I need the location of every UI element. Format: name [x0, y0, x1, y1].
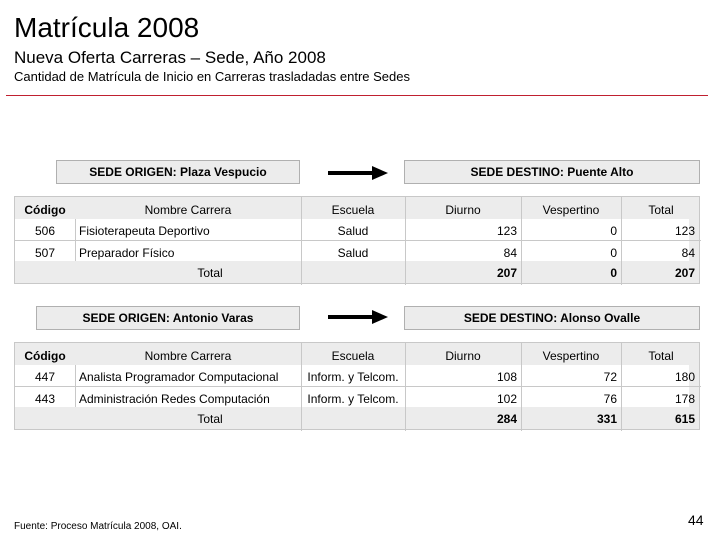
table-row-diurno: 123	[496, 224, 517, 238]
total-diurno: 207	[496, 266, 517, 280]
col-header-codigo: Código	[24, 349, 66, 363]
total-vespertino: 331	[596, 412, 617, 426]
col-header-diurno: Diurno	[445, 203, 481, 217]
header-divider	[6, 95, 708, 96]
table-row-diurno: 108	[496, 370, 517, 384]
total-label: Total	[197, 412, 223, 426]
arrow-right-icon	[328, 166, 388, 180]
table-row-total: 123	[674, 224, 695, 238]
table-row-vespertino: 0	[610, 224, 617, 238]
table-row-total: 178	[674, 392, 695, 406]
page-description: Cantidad de Matrícula de Inicio en Carreras trasladadas entre Sedes	[14, 69, 410, 84]
table-row-vespertino: 76	[603, 392, 617, 406]
arrow-right-icon	[328, 310, 388, 324]
col-header-vespertino: Vespertino	[542, 349, 600, 363]
table-row-total: 84	[681, 246, 695, 260]
table-row-nombre: Preparador Físico	[79, 246, 175, 260]
enrollment-table	[14, 342, 700, 430]
col-header-total: Total	[648, 349, 674, 363]
table-row-diurno: 84	[503, 246, 517, 260]
table-row-nombre: Administración Redes Computación	[79, 392, 270, 406]
col-header-nombre: Nombre Carrera	[144, 203, 232, 217]
table-row-codigo: 506	[34, 224, 56, 238]
col-header-codigo: Código	[24, 203, 66, 217]
table-row-codigo: 507	[34, 246, 56, 260]
sede-destino-box: SEDE DESTINO: Alonso Ovalle	[404, 306, 700, 330]
total-total: 207	[674, 266, 695, 280]
col-header-total: Total	[648, 203, 674, 217]
table-row-codigo: 443	[34, 392, 56, 406]
table-row-nombre: Analista Programador Computacional	[79, 370, 279, 384]
sede-destino-box: SEDE DESTINO: Puente Alto	[404, 160, 700, 184]
table-row-codigo: 447	[34, 370, 56, 384]
table-row-vespertino: 72	[603, 370, 617, 384]
table-row-escuela: Inform. y Telcom.	[307, 392, 399, 406]
col-header-escuela: Escuela	[331, 203, 375, 217]
table-row-diurno: 102	[496, 392, 517, 406]
page-subtitle: Nueva Oferta Carreras – Sede, Año 2008	[14, 48, 326, 67]
table-row-total: 180	[674, 370, 695, 384]
col-header-nombre: Nombre Carrera	[144, 349, 232, 363]
table-row-escuela: Salud	[337, 246, 369, 260]
total-vespertino: 0	[610, 266, 617, 280]
total-label: Total	[197, 266, 223, 280]
source-note: Fuente: Proceso Matrícula 2008, OAI.	[14, 521, 182, 532]
table-row-escuela: Salud	[337, 224, 369, 238]
total-diurno: 284	[496, 412, 517, 426]
table-row-vespertino: 0	[610, 246, 617, 260]
col-header-diurno: Diurno	[445, 349, 481, 363]
sede-origen-box: SEDE ORIGEN: Antonio Varas	[36, 306, 300, 330]
page-title: Matrícula 2008	[14, 12, 200, 43]
table-row-nombre: Fisioterapeuta Deportivo	[79, 224, 210, 238]
total-total: 615	[674, 412, 695, 426]
col-header-escuela: Escuela	[331, 349, 375, 363]
col-header-vespertino: Vespertino	[542, 203, 600, 217]
enrollment-table	[14, 196, 700, 284]
sede-origen-box: SEDE ORIGEN: Plaza Vespucio	[56, 160, 300, 184]
table-row-escuela: Inform. y Telcom.	[307, 370, 399, 384]
page-number: 44	[688, 512, 704, 528]
